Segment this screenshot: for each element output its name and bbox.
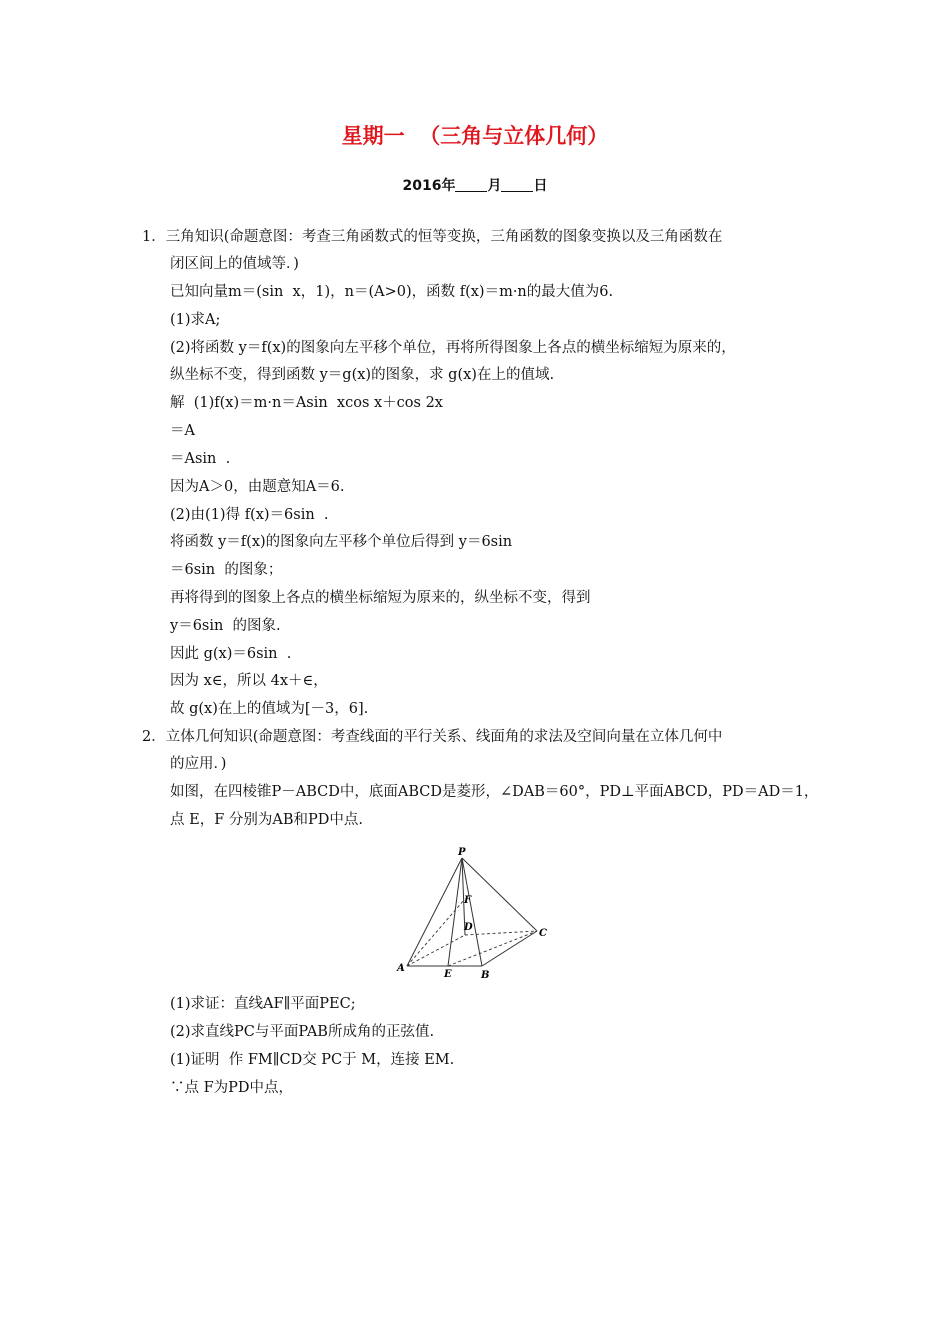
text-line: 闭区间上的值域等．) xyxy=(170,256,299,272)
text-line: 因此 g(x)＝6sin . xyxy=(170,646,292,662)
text-line: (2)由(1)得 f(x)＝6sin . xyxy=(170,507,329,523)
date-year: 2016年 xyxy=(402,178,456,194)
label-b: B xyxy=(481,970,490,981)
text-line: (1)证明 作 FM∥CD交 PC于 M，连接 EM. xyxy=(170,1052,455,1068)
text-line: 纵坐标不变，得到函数 y＝g(x)的图象，求 g(x)在上的值域. xyxy=(170,367,555,383)
edge-bc xyxy=(482,931,537,966)
text-line: ＝6sin 的图象； xyxy=(170,562,283,578)
edge-pa xyxy=(407,858,462,966)
text-line: 因为 x∈，所以 4x＋∈， xyxy=(170,673,328,689)
text-line: y＝6sin 的图象. xyxy=(170,618,281,634)
text-line: 点 E，F 分别为AB和PD中点. xyxy=(170,812,363,828)
date-day: 日 xyxy=(533,178,548,194)
page-title: 星期一 （三角与立体几何） xyxy=(341,124,609,148)
text-line: 因为A＞0，由题意知A＝6. xyxy=(170,479,345,495)
segment-ec xyxy=(448,931,537,966)
text-line: 解 (1)f(x)＝m·n＝Asin xcos x＋cos 2x xyxy=(170,395,443,411)
text-line: 故 g(x)在上的值域为[－3，6]. xyxy=(170,701,369,717)
text-line: (1)求证：直线AF∥平面PEC; xyxy=(170,996,356,1012)
date-blank-month xyxy=(455,177,487,192)
text-line: 如图，在四棱锥P－ABCD中，底面ABCD是菱形，∠DAB＝60°，PD⊥平面ABCD，PD＝AD＝1， xyxy=(170,784,819,800)
text-line: (1)求A; xyxy=(170,312,221,328)
text-line: 的应用．) xyxy=(170,756,227,772)
text-line: (2)将函数 y＝f(x)的图象向左平移个单位，再将所得图象上各点的横坐标缩短为原来的， xyxy=(170,340,736,356)
text-line: ＝A xyxy=(170,423,195,439)
text-line: 将函数 y＝f(x)的图象向左平移个单位后得到 y＝6sin xyxy=(170,534,513,550)
problem-2-heading: 2．立体几何知识(命题意图：考查线面的平行关系、线面角的求法及空间向量在立体几何中 xyxy=(142,729,723,745)
edge-ad xyxy=(407,935,465,966)
text-line: ＝Asin . xyxy=(170,451,231,467)
date-blank-day xyxy=(501,177,533,192)
problem-1-heading: 1．三角知识(命题意图：考查三角函数式的恒等变换，三角函数的图象变换以及三角函数在 xyxy=(142,229,723,245)
text-line: 已知向量m＝(sin x，1)，n＝(A>0)，函数 f(x)＝m·n的最大值为6. xyxy=(170,284,614,300)
pyramid-figure xyxy=(392,842,562,984)
label-c: C xyxy=(539,928,547,939)
label-e: E xyxy=(444,969,452,980)
label-f: F xyxy=(464,895,472,906)
label-p: P xyxy=(458,847,466,858)
label-a: A xyxy=(397,963,405,974)
date-month: 月 xyxy=(487,178,502,194)
text-line: ∵点 F为PD中点， xyxy=(170,1080,294,1096)
label-d: D xyxy=(464,922,473,933)
text-line: (2)求直线PC与平面PAB所成角的正弦值. xyxy=(170,1024,435,1040)
edge-pe xyxy=(448,858,462,966)
date-line xyxy=(0,175,950,195)
text-line: 再将得到的图象上各点的横坐标缩短为原来的，纵坐标不变，得到 xyxy=(170,590,591,606)
